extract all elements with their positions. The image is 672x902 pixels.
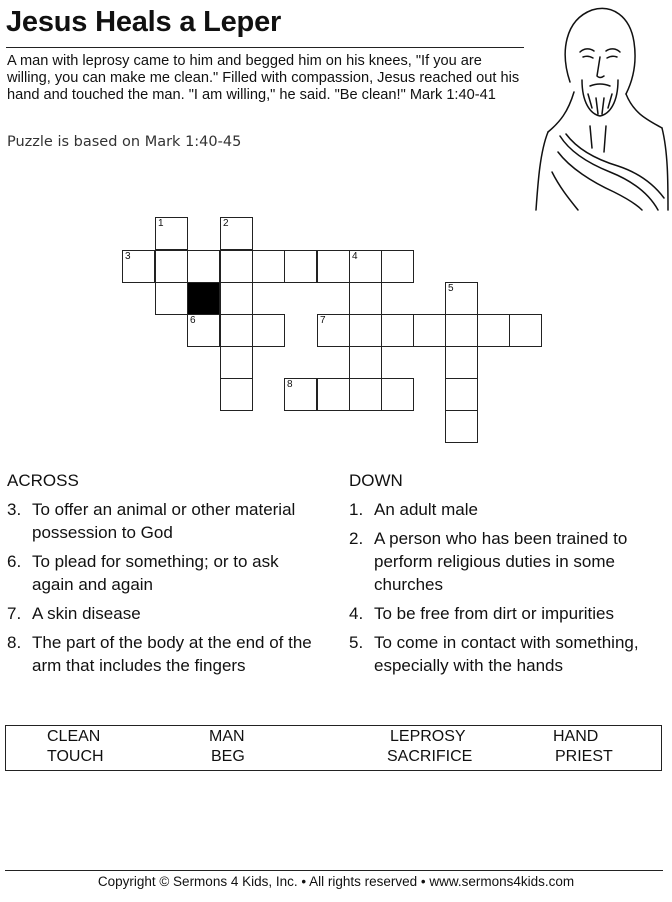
clue-text: An adult male — [374, 500, 478, 519]
crossword-cell[interactable] — [220, 378, 253, 411]
clue-text: To offer an animal or other material possession to God — [32, 500, 296, 542]
crossword-cell[interactable] — [220, 217, 253, 250]
crossword-cell[interactable] — [187, 314, 220, 347]
crossword-cell[interactable] — [349, 378, 382, 411]
title-rule — [6, 47, 524, 48]
clue-item — [349, 631, 664, 677]
across-clues — [7, 498, 317, 683]
crossword-cell[interactable] — [317, 314, 350, 347]
crossword-cell[interactable] — [122, 250, 155, 283]
crossword-cell[interactable] — [477, 314, 510, 347]
crossword-cell[interactable] — [445, 346, 478, 379]
clue-num: 7. — [7, 604, 22, 623]
clue-text: The part of the body at the end of the arm that includes the fingers — [32, 633, 312, 675]
clue-item — [7, 498, 317, 544]
clue-item — [349, 602, 664, 625]
puzzle-basis: Puzzle is based on Mark 1:40-45 — [7, 134, 242, 150]
crossword-cell[interactable] — [220, 346, 253, 379]
crossword-cell[interactable] — [220, 314, 253, 347]
clue-text: To plead for something; or to ask again and again — [32, 552, 279, 594]
clue-text: A person who has been trained to perform religious duties in some churches — [374, 529, 628, 594]
clue-item — [7, 631, 317, 677]
word-bank-item: LEPROSY — [390, 728, 466, 745]
word-bank-item: CLEAN — [47, 728, 101, 745]
down-heading: DOWN — [349, 471, 403, 490]
crossword-cell[interactable] — [381, 250, 414, 283]
clue-item — [349, 527, 664, 596]
crossword-cell[interactable] — [187, 250, 220, 283]
clue-number: 6 — [190, 315, 196, 326]
crossword-cell[interactable] — [317, 250, 350, 283]
crossword-cell[interactable] — [220, 282, 253, 315]
word-bank-item: HAND — [553, 728, 599, 745]
clue-number: 4 — [352, 251, 358, 262]
crossword-cell[interactable] — [349, 346, 382, 379]
word-bank-item: TOUCH — [47, 748, 104, 765]
clue-num: 4. — [349, 604, 364, 623]
clue-num: 8. — [7, 633, 22, 652]
clue-num: 3. — [7, 500, 22, 519]
crossword-cell[interactable] — [381, 378, 414, 411]
crossword-cell[interactable] — [509, 314, 542, 347]
down-clues — [349, 498, 664, 683]
jesus-illustration — [530, 2, 670, 212]
clue-num: 2. — [349, 529, 364, 548]
clue-number: 3 — [125, 251, 131, 262]
word-bank — [5, 725, 662, 771]
word-bank-item: MAN — [209, 728, 245, 745]
crossword-cell[interactable] — [349, 314, 382, 347]
footer-rule — [5, 870, 663, 871]
crossword-cell[interactable] — [284, 378, 317, 411]
crossword-cell[interactable] — [413, 314, 446, 347]
crossword-cell[interactable] — [155, 282, 188, 315]
clue-text: To be free from dirt or impurities — [374, 604, 614, 623]
clue-num: 1. — [349, 500, 364, 519]
clue-number: 1 — [158, 218, 164, 229]
clue-text: To come in contact with something, especially with the hands — [374, 633, 639, 675]
crossword-cell[interactable] — [220, 250, 253, 283]
crossword-cell[interactable] — [381, 314, 414, 347]
crossword-cell[interactable] — [155, 250, 188, 283]
word-bank-item: SACRIFICE — [387, 748, 473, 765]
blocked-cell — [187, 282, 220, 315]
clue-item — [349, 498, 664, 521]
crossword-cell[interactable] — [445, 314, 478, 347]
clue-number: 8 — [287, 379, 293, 390]
clue-number: 2 — [223, 218, 229, 229]
crossword-cell[interactable] — [445, 410, 478, 443]
word-bank-item: PRIEST — [555, 748, 613, 765]
clue-item — [7, 602, 317, 625]
clue-number: 5 — [448, 283, 454, 294]
crossword-cell[interactable] — [252, 250, 285, 283]
crossword-cell[interactable] — [317, 378, 350, 411]
page-title: Jesus Heals a Leper — [6, 6, 282, 38]
crossword-cell[interactable] — [284, 250, 317, 283]
scripture-passage: A man with leprosy came to him and begged him on his knees, "If you are willing, you can make me clean." Filled with compassion, Jesus reached out his hand and touched the man. "I am willing," he said. "Be clean!" Mark 1:40-41 — [7, 53, 520, 104]
crossword-cell[interactable] — [155, 217, 188, 250]
clue-text: A skin disease — [32, 604, 141, 623]
crossword-cell[interactable] — [445, 282, 478, 315]
crossword-cell[interactable] — [252, 314, 285, 347]
clue-number: 7 — [320, 315, 326, 326]
clue-item — [7, 550, 317, 596]
copyright-footer: Copyright © Sermons 4 Kids, Inc. • All rights reserved • www.sermons4kids.com — [97, 874, 575, 889]
word-bank-item: BEG — [211, 748, 245, 765]
crossword-cell[interactable] — [445, 378, 478, 411]
clue-num: 5. — [349, 633, 364, 652]
crossword-cell[interactable] — [349, 282, 382, 315]
across-heading: ACROSS — [7, 471, 79, 490]
crossword-cell[interactable] — [349, 250, 382, 283]
clue-num: 6. — [7, 552, 22, 571]
